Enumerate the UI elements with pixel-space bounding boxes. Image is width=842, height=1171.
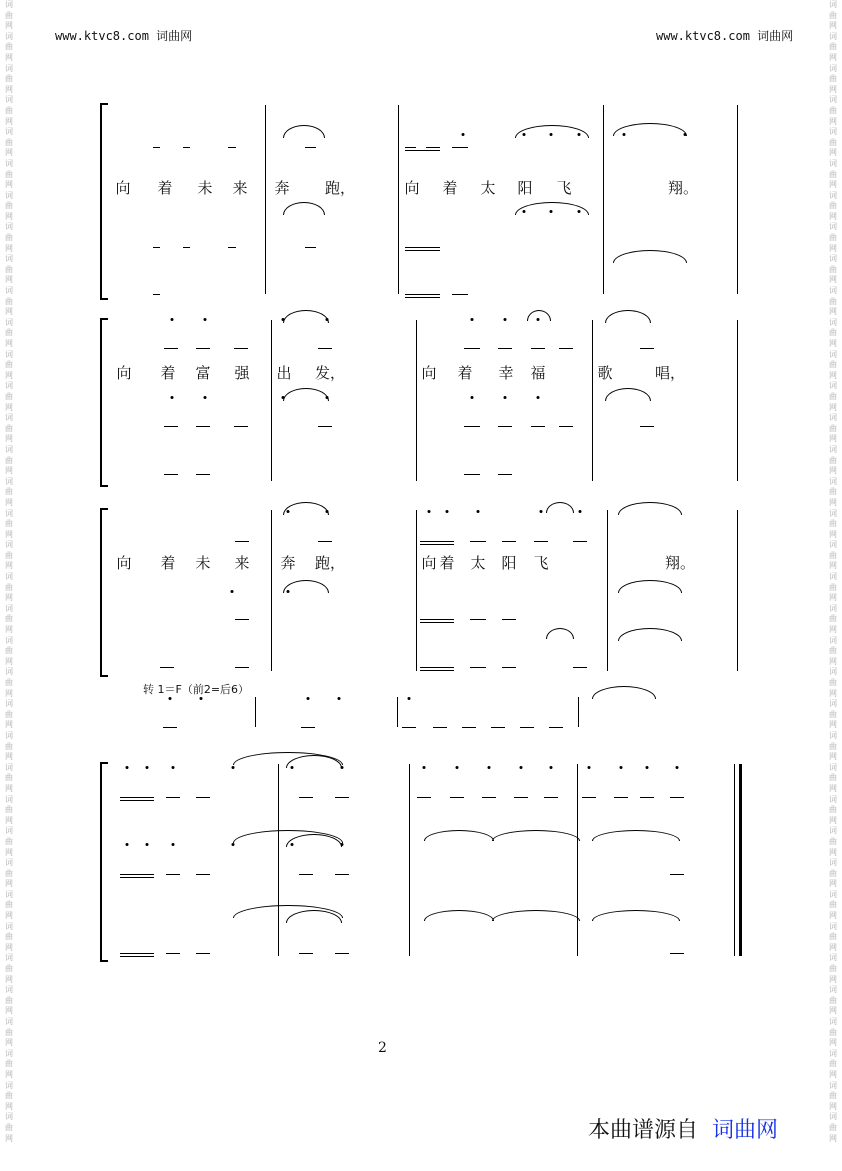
underline — [153, 294, 160, 295]
bar-line — [578, 697, 579, 727]
bar-line — [398, 105, 399, 294]
underline — [559, 348, 573, 349]
underline — [164, 348, 178, 349]
octave-dot — [646, 766, 649, 769]
underline — [402, 727, 416, 728]
tie-arc — [592, 830, 680, 841]
underline — [166, 953, 180, 954]
lyric-syllable: 强 — [234, 364, 250, 382]
underline — [452, 147, 468, 148]
lyric-syllable: 着 — [439, 554, 455, 572]
underline — [420, 622, 454, 623]
octave-dot — [456, 766, 459, 769]
underline — [163, 727, 177, 728]
lyric-syllable: 出 — [276, 364, 292, 382]
underline — [491, 727, 505, 728]
lyric-syllable: 翔。 — [664, 554, 696, 572]
octave-dot — [204, 396, 207, 399]
underline — [531, 348, 545, 349]
lyric-syllable: 发， — [314, 364, 346, 382]
tie-arc — [605, 310, 651, 323]
lyric-syllable: 唱， — [654, 364, 686, 382]
tie-arc — [283, 202, 325, 215]
key-change-note: 转 1＝F（前2=后6） — [143, 683, 250, 696]
octave-dot — [171, 318, 174, 321]
tie-arc — [546, 502, 574, 513]
final-bar — [734, 764, 735, 956]
underline — [470, 667, 486, 668]
underline — [318, 426, 332, 427]
underline — [582, 797, 596, 798]
underline — [420, 667, 454, 668]
bar-line — [416, 510, 417, 671]
bar-line — [397, 697, 398, 727]
underline — [534, 541, 548, 542]
underline — [196, 474, 210, 475]
underline — [235, 541, 249, 542]
octave-dot — [232, 843, 235, 846]
tie-arc — [283, 580, 329, 593]
octave-dot — [504, 318, 507, 321]
lyric-syllable: 着 — [160, 364, 176, 382]
bar-line — [737, 105, 738, 294]
underline — [514, 797, 528, 798]
tie-arc — [424, 830, 494, 841]
lyric-syllable: 太 — [480, 179, 496, 197]
underline — [426, 294, 440, 295]
system-brace — [100, 318, 108, 487]
underline — [640, 348, 654, 349]
underline — [318, 348, 332, 349]
octave-dot — [579, 510, 582, 513]
bar-line — [416, 320, 417, 481]
lyric-syllable: 向 — [421, 554, 437, 572]
lyric-syllable: 幸 — [498, 364, 514, 382]
footer — [588, 1113, 778, 1144]
underline — [549, 727, 563, 728]
underline — [573, 541, 587, 542]
octave-dot — [477, 510, 480, 513]
underline — [670, 797, 684, 798]
underline — [502, 619, 516, 620]
tie-arc — [283, 310, 329, 323]
underline — [196, 426, 210, 427]
underline — [464, 426, 480, 427]
tie-arc — [613, 123, 687, 136]
underline — [573, 667, 587, 668]
header-url[interactable]: www.ktvc8.com — [55, 29, 149, 43]
octave-dot — [471, 396, 474, 399]
underline — [433, 727, 447, 728]
octave-dot — [408, 697, 411, 700]
octave-dot — [446, 510, 449, 513]
footer-brand[interactable]: 词曲网 — [712, 1118, 779, 1143]
octave-dot — [520, 766, 523, 769]
underline — [299, 874, 313, 875]
underline — [520, 727, 534, 728]
underline — [498, 426, 512, 427]
lyric-syllable: 着 — [442, 179, 458, 197]
octave-dot — [338, 697, 341, 700]
octave-dot — [200, 697, 203, 700]
underline — [420, 619, 454, 620]
underline — [335, 953, 349, 954]
lyric-syllable: 太 — [470, 554, 486, 572]
underline — [305, 247, 316, 248]
tie-arc — [283, 388, 329, 401]
octave-dot — [232, 766, 235, 769]
underline — [405, 250, 440, 251]
tie-arc — [527, 310, 551, 321]
underline — [420, 541, 454, 542]
underline — [228, 147, 236, 148]
lyric-syllable: 未 — [195, 554, 211, 572]
underline — [164, 474, 178, 475]
tie-arc — [605, 388, 651, 401]
system-brace — [100, 103, 108, 300]
underline — [120, 877, 154, 878]
tie-arc — [618, 502, 682, 515]
bar-line — [278, 764, 279, 956]
tie-arc — [592, 910, 680, 921]
octave-dot — [550, 766, 553, 769]
side-watermark-right: 词曲网词曲网词曲网词曲网词曲网词曲网词曲网词曲网词曲网词曲网词曲网词曲网词曲网词曲网词曲网词曲网词曲网词曲网词曲网词曲网词曲网词曲网词曲网词曲网词曲网词曲网词曲网词曲网词曲网词曲网词曲网词曲网词曲网词曲网词曲网词曲网 — [829, 0, 837, 1143]
lyric-syllable: 翔。 — [667, 179, 699, 197]
octave-dot — [620, 766, 623, 769]
header-left — [55, 27, 192, 44]
lyric-syllable: 向 — [404, 179, 420, 197]
underline — [462, 727, 476, 728]
underline — [464, 474, 480, 475]
tie-arc — [424, 910, 494, 921]
octave-dot — [169, 697, 172, 700]
tie-arc — [283, 125, 325, 138]
octave-dot — [471, 318, 474, 321]
underline — [452, 294, 468, 295]
underline — [426, 247, 440, 248]
underline — [670, 874, 684, 875]
underline — [183, 247, 190, 248]
octave-dot — [504, 396, 507, 399]
tie-arc — [515, 125, 589, 138]
underline — [417, 797, 431, 798]
underline — [164, 426, 178, 427]
underline — [228, 247, 236, 248]
octave-dot — [146, 843, 149, 846]
underline — [420, 670, 454, 671]
lyric-syllable: 奔 — [280, 554, 296, 572]
system-brace — [100, 762, 108, 962]
octave-dot — [171, 396, 174, 399]
lyric-syllable: 奔 — [274, 179, 290, 197]
page-number: 2 — [378, 1040, 387, 1056]
underline — [299, 953, 313, 954]
underline — [196, 874, 210, 875]
underline — [420, 544, 454, 545]
lyric-syllable: 向 — [116, 554, 132, 572]
underline — [196, 348, 210, 349]
footer-label: 本曲谱源自 — [588, 1118, 699, 1143]
lyric-syllable: 阳 — [501, 554, 517, 572]
underline — [614, 797, 628, 798]
underline — [426, 147, 440, 148]
lyric-syllable: 着 — [457, 364, 473, 382]
underline — [405, 147, 416, 148]
octave-dot — [126, 766, 129, 769]
underline — [166, 874, 180, 875]
octave-dot — [676, 766, 679, 769]
underline — [120, 953, 154, 954]
tie-arc — [492, 830, 580, 841]
underline — [544, 797, 558, 798]
underline — [153, 147, 160, 148]
underline — [335, 797, 349, 798]
bar-line — [265, 105, 266, 294]
bar-line — [577, 764, 578, 956]
underline — [482, 797, 496, 798]
octave-dot — [588, 766, 591, 769]
underline — [120, 956, 154, 957]
bar-line — [737, 510, 738, 671]
underline — [450, 797, 464, 798]
bar-line — [255, 697, 256, 727]
underline — [196, 953, 210, 954]
underline — [405, 297, 440, 298]
system-brace — [100, 508, 108, 677]
octave-dot — [231, 590, 234, 593]
tie-arc — [515, 202, 589, 215]
octave-dot — [307, 697, 310, 700]
underline — [234, 348, 248, 349]
header-site: 词曲网 — [757, 29, 794, 43]
underline — [318, 541, 332, 542]
underline — [166, 797, 180, 798]
underline — [405, 150, 440, 151]
underline — [120, 797, 154, 798]
bar-line — [603, 105, 604, 294]
octave-dot — [540, 510, 543, 513]
underline — [120, 874, 154, 875]
bar-line — [271, 510, 272, 671]
lyric-syllable: 跑， — [314, 554, 346, 572]
octave-dot — [126, 843, 129, 846]
tie-arc — [613, 250, 687, 263]
underline — [301, 727, 315, 728]
underline — [299, 797, 313, 798]
side-watermark-left: 词曲网词曲网词曲网词曲网词曲网词曲网词曲网词曲网词曲网词曲网词曲网词曲网词曲网词曲网词曲网词曲网词曲网词曲网词曲网词曲网词曲网词曲网词曲网词曲网词曲网词曲网词曲网词曲网词曲网词曲网词曲网词曲网词曲网词曲网词曲网词曲网 — [5, 0, 13, 1143]
lyric-syllable: 飞 — [533, 554, 549, 572]
underline — [160, 667, 174, 668]
underline — [470, 541, 486, 542]
underline — [235, 667, 249, 668]
octave-dot — [172, 843, 175, 846]
underline — [670, 953, 684, 954]
octave-dot — [146, 766, 149, 769]
lyric-syllable: 跑， — [324, 179, 356, 197]
lyric-syllable: 富 — [195, 364, 211, 382]
lyric-syllable: 着 — [157, 179, 173, 197]
tie-arc — [546, 628, 574, 639]
underline — [234, 426, 248, 427]
lyric-syllable: 福 — [530, 364, 546, 382]
lyric-syllable: 向 — [115, 179, 131, 197]
bar-line — [592, 320, 593, 481]
lyric-syllable: 来 — [234, 554, 250, 572]
lyric-syllable: 来 — [232, 179, 248, 197]
underline — [498, 348, 512, 349]
tie-arc — [618, 628, 682, 641]
lyric-syllable: 飞 — [556, 179, 572, 197]
underline — [498, 474, 512, 475]
bar-line — [737, 320, 738, 481]
lyric-syllable: 着 — [160, 554, 176, 572]
underline — [502, 667, 516, 668]
octave-dot — [172, 766, 175, 769]
tie-arc — [618, 580, 682, 593]
bar-line — [607, 510, 608, 671]
octave-dot — [204, 318, 207, 321]
underline — [470, 619, 486, 620]
underline — [502, 541, 516, 542]
underline — [335, 874, 349, 875]
underline — [183, 147, 190, 148]
bar-line — [409, 764, 410, 956]
header-site: 词曲网 — [156, 29, 193, 43]
underline — [640, 426, 654, 427]
underline — [559, 426, 573, 427]
underline — [464, 348, 480, 349]
underline — [305, 147, 316, 148]
underline — [120, 800, 154, 801]
tie-arc — [283, 502, 329, 515]
lyric-syllable: 向 — [421, 364, 437, 382]
header-right — [656, 27, 793, 44]
lyric-syllable: 歌 — [597, 364, 613, 382]
underline — [640, 797, 654, 798]
underline — [531, 426, 545, 427]
underline — [153, 247, 160, 248]
octave-dot — [423, 766, 426, 769]
tie-arc — [592, 686, 656, 699]
lyric-syllable: 向 — [116, 364, 132, 382]
bar-line — [271, 320, 272, 481]
underline — [196, 797, 210, 798]
lyric-syllable: 未 — [197, 179, 213, 197]
lyric-syllable: 阳 — [517, 179, 533, 197]
octave-dot — [537, 396, 540, 399]
octave-dot — [462, 133, 465, 136]
octave-dot — [428, 510, 431, 513]
header-url[interactable]: www.ktvc8.com — [656, 29, 750, 43]
tie-arc — [492, 910, 580, 921]
octave-dot — [488, 766, 491, 769]
underline — [235, 619, 249, 620]
